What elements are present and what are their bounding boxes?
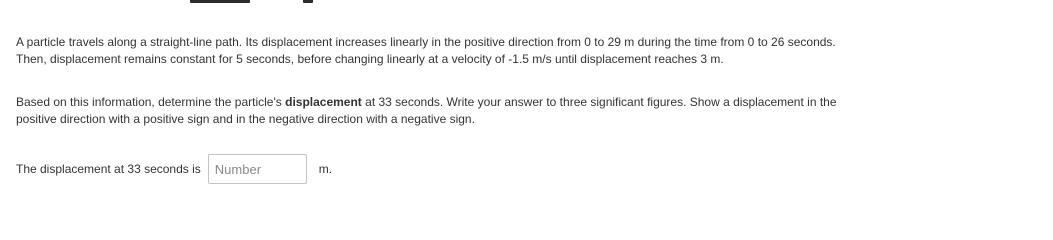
answer-label: The displacement at 33 seconds is: [16, 162, 201, 176]
problem-statement-line-2: Then, displacement remains constant for 5 seconds, before changing linearly at a velocity of -1.5 m/s until displacement reaches 3 m.: [16, 52, 724, 66]
instructions-line-2: positive direction with a positive sign and in the negative direction with a negative sign.: [16, 112, 475, 126]
instructions-text-end: at 33 seconds. Write your answer to three significant figures. Show a displacement in the: [361, 95, 837, 109]
answer-row: [16, 153, 1036, 185]
cropped-header-fragment: [0, 0, 1053, 6]
instructions-text-start: Based on this information, determine the particle's: [16, 95, 286, 109]
unit-label: m.: [318, 162, 333, 176]
instructions: [16, 94, 1036, 128]
cropped-heading-mark: [190, 0, 250, 3]
problem-statement: [16, 34, 1036, 68]
cropped-heading-mark: [303, 0, 313, 3]
displacement-number-input[interactable]: [208, 154, 307, 184]
question-panel: [16, 34, 1036, 185]
instructions-bold-term: displacement: [285, 95, 362, 109]
problem-statement-line-1: A particle travels along a straight-line path. Its displacement increases linearly in the positive direction from 0 to 29 m during the time from 0 to 26 seconds.: [16, 35, 836, 49]
